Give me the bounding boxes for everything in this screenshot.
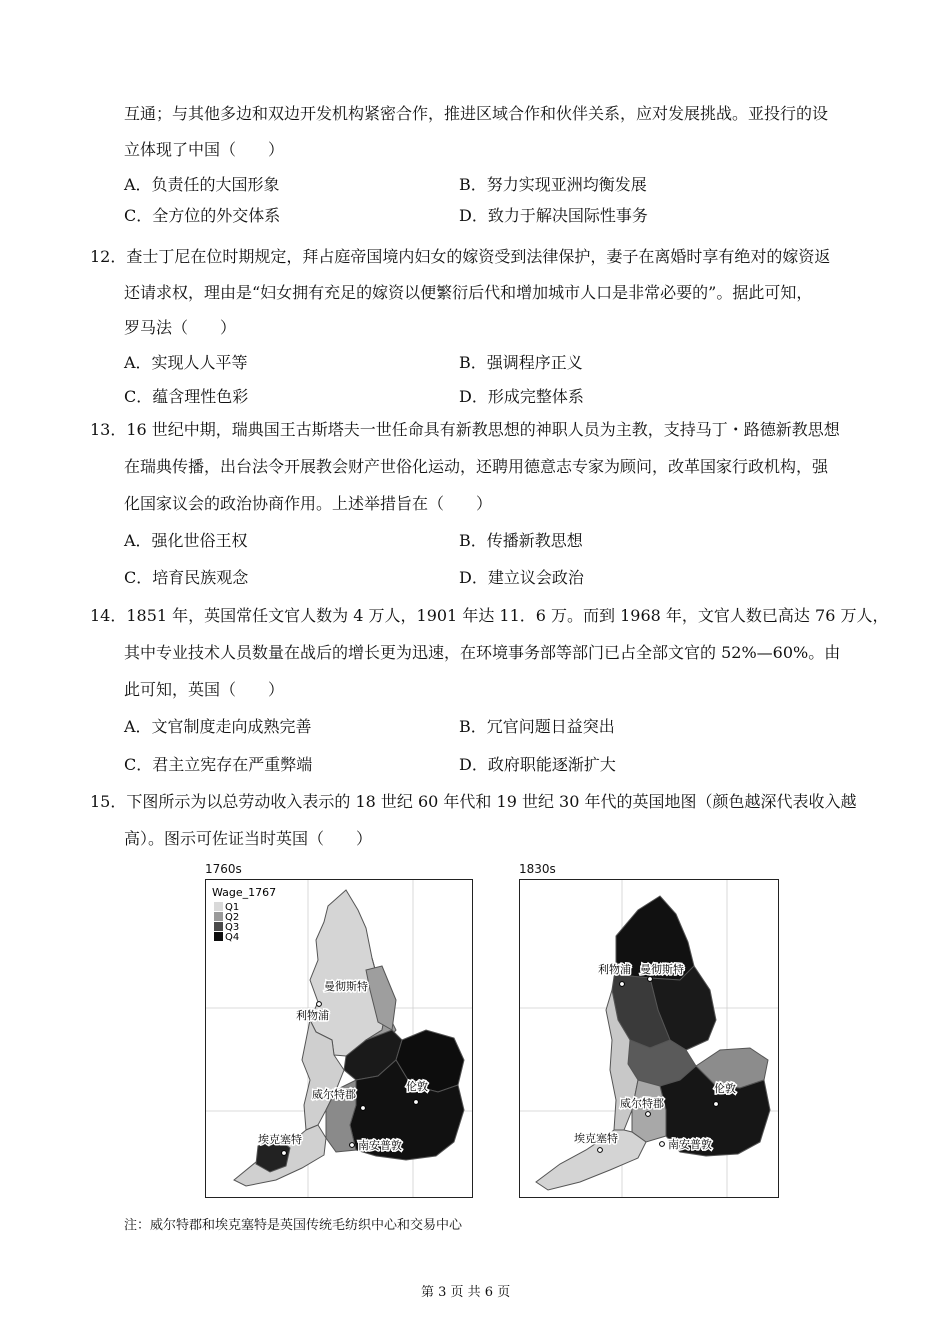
map-1760s-title: 1760s (205, 862, 242, 876)
city-exeter: 埃克塞特 (258, 1133, 302, 1146)
q12-option-b[interactable]: B．强调程序正义 (459, 353, 583, 372)
legend-swatch-q3 (214, 922, 223, 931)
city-wiltshire: 威尔特郡 (312, 1088, 356, 1101)
region-wiltshire (632, 1080, 666, 1142)
london-marker (714, 1102, 719, 1107)
exeter-marker (598, 1148, 603, 1153)
q14-option-c[interactable]: C．君主立宪存在严重弊端 (124, 755, 313, 774)
q14-option-a[interactable]: A．文官制度走向成熟完善 (124, 717, 312, 736)
liverpool-marker (620, 982, 625, 987)
exeter-marker (282, 1151, 287, 1156)
q13-option-d[interactable]: D．建立议会政治 (459, 568, 584, 587)
q13-option-b[interactable]: B．传播新教思想 (459, 531, 583, 550)
map-1830s-title: 1830s (519, 862, 556, 876)
legend-swatch-q1 (214, 902, 223, 911)
map-1760s-graphic (206, 880, 472, 1197)
q11-stem-line2: 立体现了中国（ ） (124, 140, 285, 159)
q11-option-b[interactable]: B．努力实现亚洲均衡发展 (459, 175, 647, 194)
q14-option-d[interactable]: D．政府职能逐渐扩大 (459, 755, 616, 774)
q13-stem-line3: 化国家议会的政治协商作用。上述举措旨在（ ） (124, 494, 493, 513)
q12-stem-line3: 罗马法（ ） (124, 318, 237, 337)
legend-label-q4: Q4 (225, 932, 240, 943)
london-marker (414, 1100, 419, 1105)
city-liverpool: 利物浦 (598, 963, 631, 976)
q11-stem-line1: 互通；与其他多边和双边开发机构紧密合作，推进区域合作和伙伴关系，应对发展挑战。亚投行的设 (124, 104, 829, 123)
city-london: 伦敦 (714, 1082, 736, 1095)
q14-stem-line1: 14．1851 年，英国常任文官人数为 4 万人，1901 年达 11．6 万。而到 1968 年，文官人数已高达 76 万人， (90, 606, 889, 625)
q11-option-c[interactable]: C．全方位的外交体系 (124, 206, 281, 225)
wiltshire-marker (361, 1106, 366, 1111)
city-wiltshire: 威尔特郡 (620, 1097, 664, 1110)
legend-label-q2: Q2 (225, 912, 240, 923)
q14-stem-line3: 此可知，英国（ ） (124, 680, 285, 699)
southampton-marker (660, 1142, 665, 1147)
manchester-marker (317, 1002, 322, 1007)
q13-option-c[interactable]: C．培育民族观念 (124, 568, 249, 587)
page-footer: 第 3 页 共 6 页 (421, 1285, 511, 1300)
legend-swatch-q2 (214, 912, 223, 921)
city-manchester: 曼彻斯特 (324, 980, 368, 993)
city-southampton: 南安普敦 (668, 1138, 712, 1151)
q11-option-a[interactable]: A．负责任的大国形象 (124, 175, 280, 194)
city-exeter: 埃克塞特 (574, 1132, 618, 1145)
legend-label-q1: Q1 (225, 902, 240, 913)
city-liverpool: 利物浦 (296, 1009, 329, 1022)
q13-stem-line1: 13．16 世纪中期，瑞典国王古斯塔夫一世任命具有新教思想的神职人员为主教，支持马丁・路德新教思想 (90, 420, 840, 439)
map-1760s (205, 879, 473, 1198)
legend-label-q3: Q3 (225, 922, 240, 933)
q12-option-a[interactable]: A．实现人人平等 (124, 353, 248, 372)
q12-stem-line2: 还请求权，理由是“妇女拥有充足的嫁资以便繁衍后代和增加城市人口是非常必要的”。据此可知， (124, 283, 813, 302)
legend-title: Wage_1767 (212, 886, 277, 899)
q14-stem-line2: 其中专业技术人员数量在战后的增长更为迅速，在环境事务部等部门已占全部文官的 52%—60%。由 (124, 643, 841, 662)
map-note: 注：威尔特郡和埃克塞特是英国传统毛纺织中心和交易中心 (124, 1218, 463, 1233)
wiltshire-marker (646, 1112, 651, 1117)
map-1830s-graphic (520, 880, 778, 1197)
legend-swatch-q4 (214, 932, 223, 941)
southampton-marker (350, 1143, 355, 1148)
city-manchester: 曼彻斯特 (640, 963, 684, 976)
q13-option-a[interactable]: A．强化世俗王权 (124, 531, 248, 550)
legend (212, 886, 276, 943)
q12-option-d[interactable]: D．形成完整体系 (459, 387, 584, 406)
q12-stem-line1: 12．查士丁尼在位时期规定，拜占庭帝国境内妇女的嫁资受到法律保护，妻子在离婚时享有绝对的嫁资返 (90, 247, 831, 266)
map-1830s (519, 879, 779, 1198)
q13-stem-line2: 在瑞典传播，出台法令开展教会财产世俗化运动，还聘用德意志专家为顾问，改革国家行政机构，强 (124, 457, 829, 476)
q14-option-b[interactable]: B．冗官问题日益突出 (459, 717, 615, 736)
q11-option-d[interactable]: D．致力于解决国际性事务 (459, 206, 648, 225)
q15-stem-line1: 15．下图所示为以总劳动收入表示的 18 世纪 60 年代和 19 世纪 30 年代的英国地图（颜色越深代表收入越 (90, 792, 857, 811)
city-southampton: 南安普敦 (358, 1139, 402, 1152)
manchester-marker (648, 977, 653, 982)
city-london: 伦敦 (406, 1080, 428, 1093)
q15-stem-line2: 高）。图示可佐证当时英国（ ） (124, 829, 373, 848)
q12-option-c[interactable]: C．蕴含理性色彩 (124, 387, 249, 406)
